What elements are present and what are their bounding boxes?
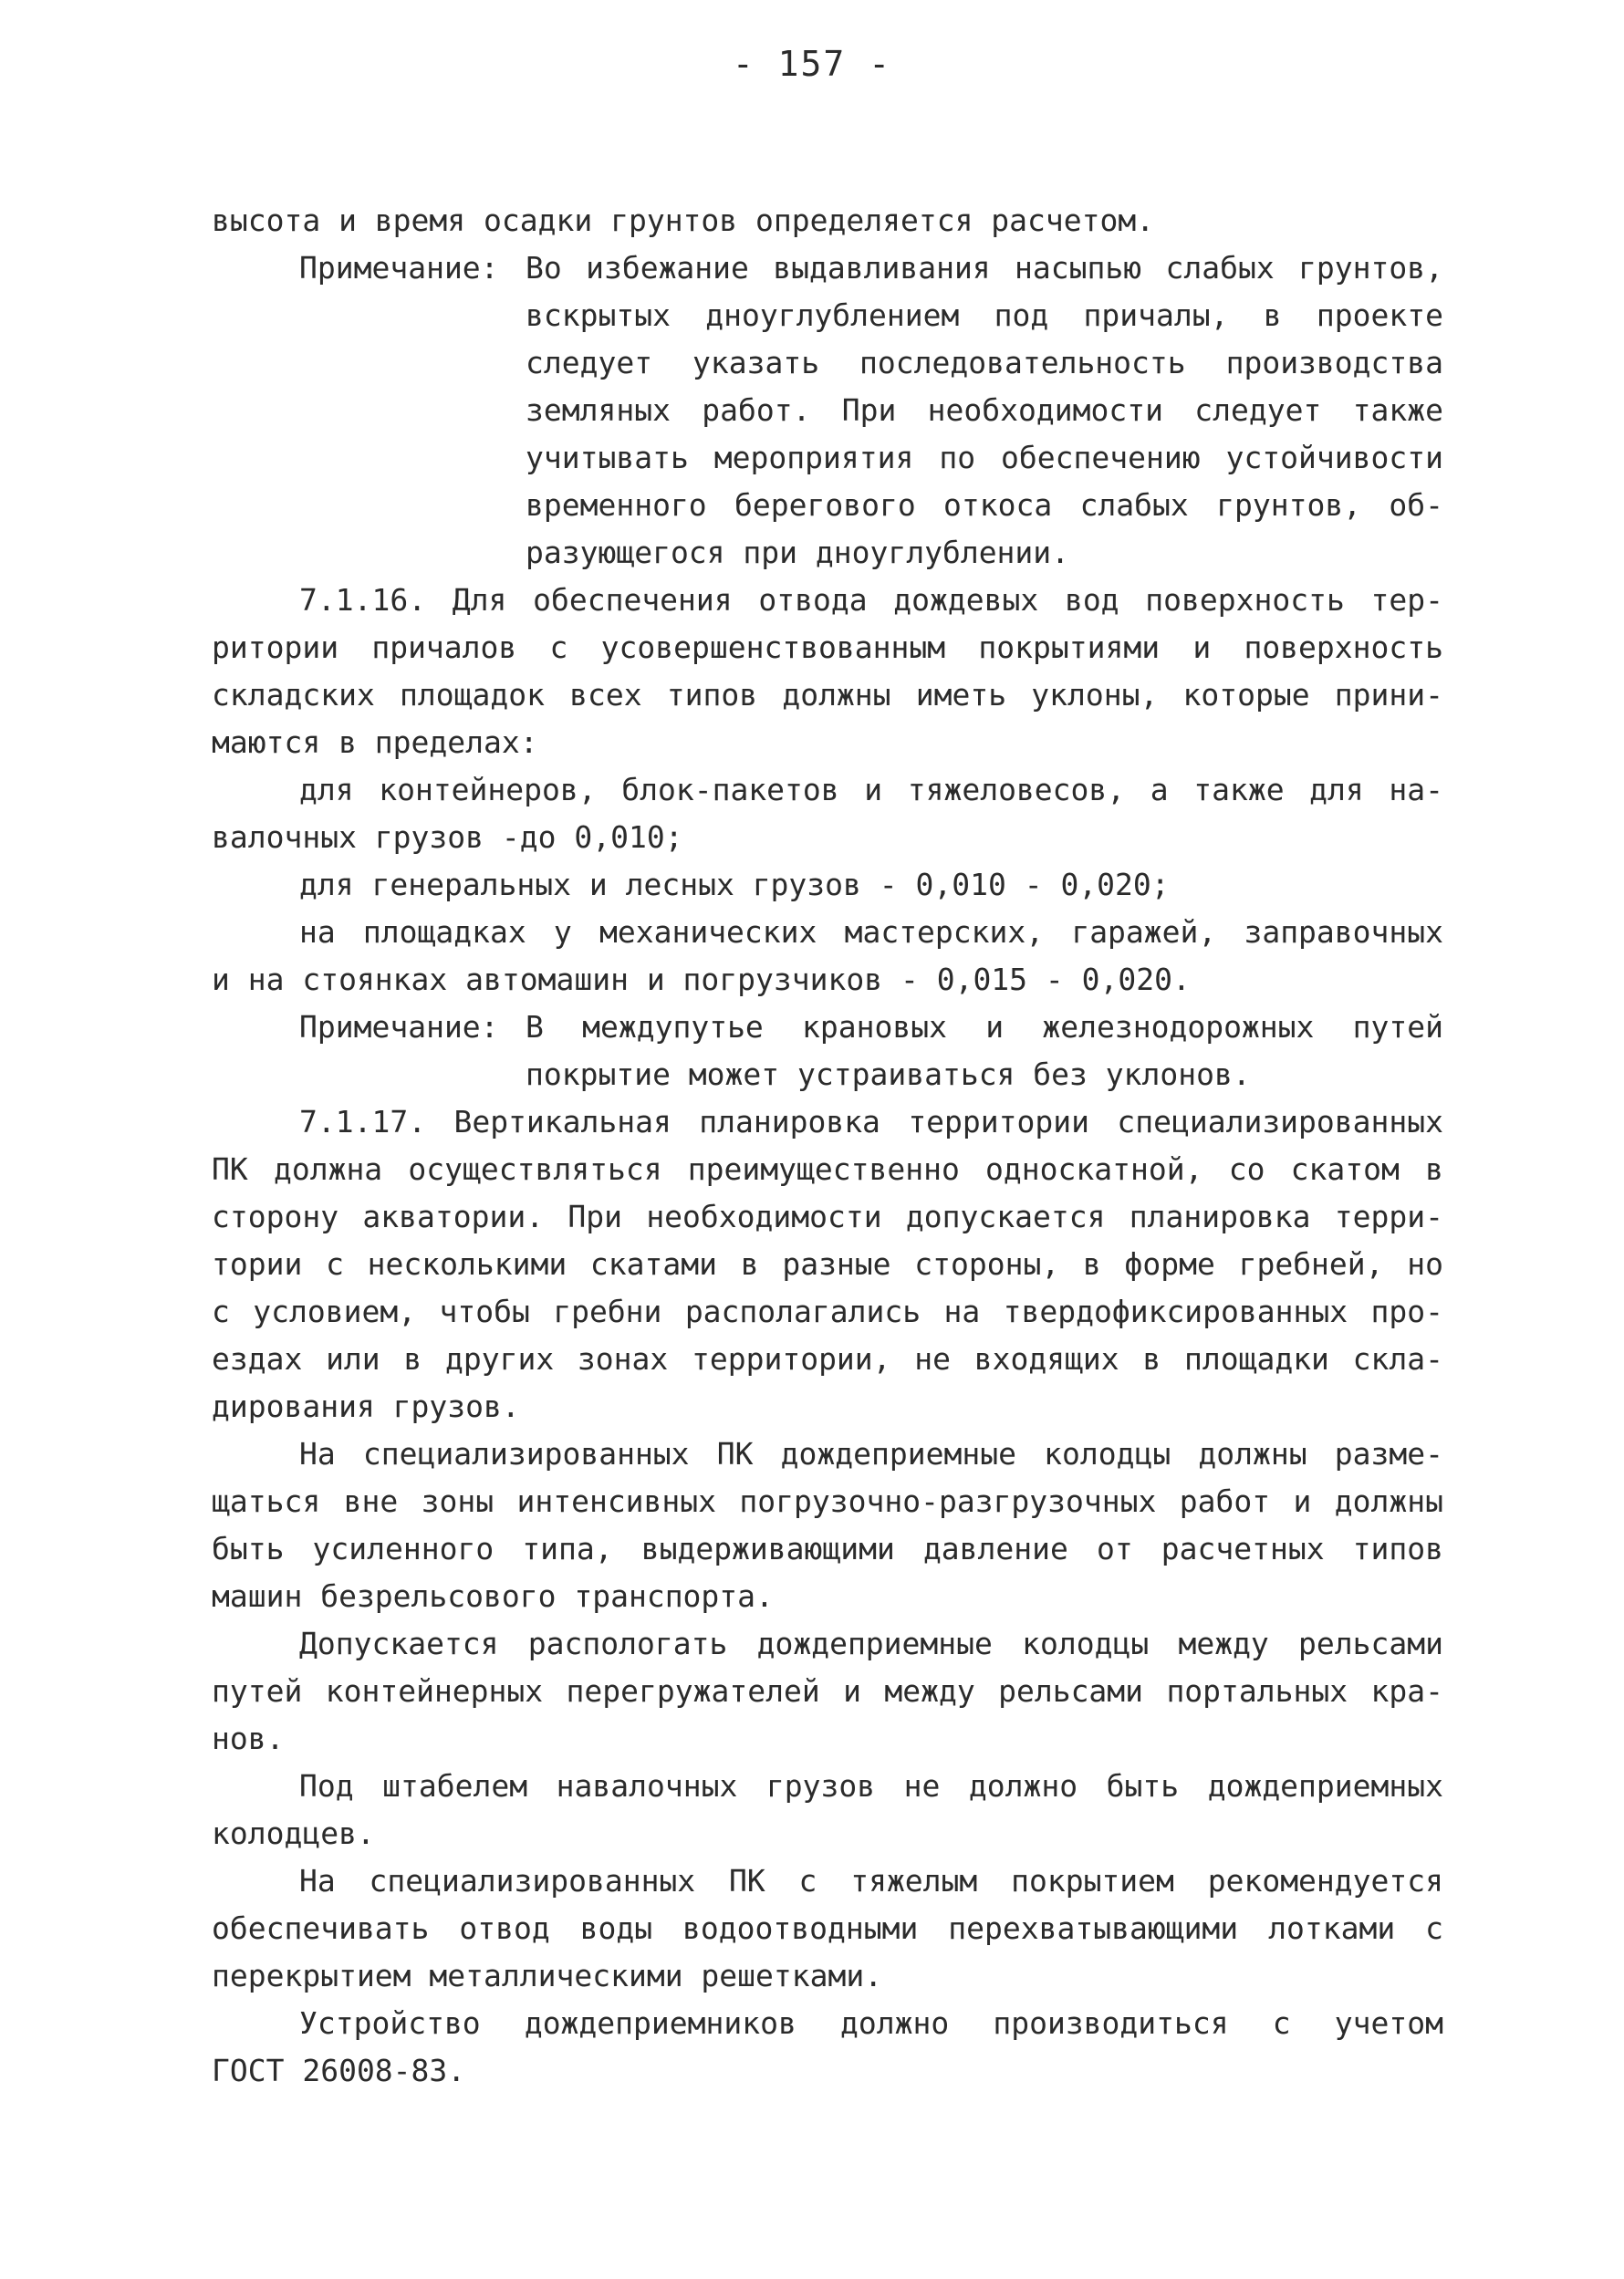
- text-line: ездах или в других зонах территории, не входящих в площадки скла-: [212, 1341, 1443, 1377]
- text-line: временного берегового откоса слабых грунтов, об-: [526, 487, 1443, 523]
- text-line: маются в пределах:: [212, 724, 538, 760]
- note-2: [212, 1004, 1443, 1051]
- text-line: В междупутье крановых и железнодорожных путей: [526, 1009, 1443, 1045]
- text-line: складских площадок всех типов должны иметь уклоны, которые прини-: [212, 677, 1443, 713]
- text-line: щаться вне зоны интенсивных погрузочно-разгрузочных работ и должны: [212, 1483, 1443, 1519]
- text-line: ритории причалов с усовершенствованным покрытиями и поверхность: [212, 630, 1443, 665]
- text-line: для генеральных и лесных грузов - 0,010 - 0,020;: [299, 867, 1170, 902]
- text-line: учитывать мероприятия по обеспечению устойчивости: [526, 440, 1443, 475]
- note-1: [212, 245, 1443, 292]
- text-line: путей контейнерных перегружателей и между рельсами портальных кра-: [212, 1673, 1443, 1709]
- text-line: На специализированных ПК с тяжелым покрытием рекомендуется: [299, 1863, 1443, 1899]
- text-line: покрытие может устраиваться без уклонов.: [526, 1056, 1251, 1092]
- text-line: дирования грузов.: [212, 1389, 520, 1424]
- text-line: быть усиленного типа, выдерживающими давление от расчетных типов: [212, 1531, 1443, 1566]
- text-line: на площадках у механических мастерских, гаражей, заправочных: [299, 914, 1443, 950]
- note-label: Примечание:: [299, 1009, 499, 1045]
- text-line: высота и время осадки грунтов определяется расчетом.: [212, 203, 1155, 238]
- text-line: машин безрельсового транспорта.: [212, 1578, 774, 1614]
- text-line: тории с несколькими скатами в разные стороны, в форме гребней, но: [212, 1246, 1443, 1282]
- page-number: - 157 -: [732, 44, 892, 84]
- text-line: На специализированных ПК дождеприемные колодцы должны разме-: [299, 1436, 1443, 1472]
- document-body: [212, 197, 1443, 2095]
- text-line: нов.: [212, 1721, 285, 1756]
- text-line: земляных работ. При необходимости следует также: [526, 392, 1443, 428]
- text-line: с условием, чтобы гребни располагались на твердофиксированных про-: [212, 1294, 1443, 1329]
- text-line: Под штабелем навалочных грузов не должно быть дождеприемных: [299, 1768, 1443, 1804]
- text-line: ПК должна осуществляться преимущественно односкатной, со скатом в: [212, 1151, 1443, 1187]
- text-line: обеспечивать отвод воды водоотводными перехватывающими лотками с: [212, 1910, 1443, 1946]
- text-line: следует указать последовательность производства: [526, 345, 1443, 380]
- text-line: для контейнеров, блок-пакетов и тяжеловесов, а также для на-: [299, 772, 1443, 807]
- text-line: вскрытых дноуглублением под причалы, в проекте: [526, 297, 1443, 333]
- text-line: колодцев.: [212, 1816, 375, 1851]
- text-line: сторону акватории. При необходимости допускается планировка терри-: [212, 1199, 1443, 1234]
- text-line: Во избежание выдавливания насыпью слабых грунтов,: [526, 250, 1443, 286]
- text-line: разующегося при дноуглублении.: [526, 535, 1070, 570]
- text-line: Допускается распологать дождеприемные колодцы между рельсами: [299, 1626, 1443, 1661]
- section-7-1-16: 7.1.16. Для обеспечения отвода дождевых вод поверхность тер-: [299, 582, 1443, 618]
- text-line: и на стоянках автомашин и погрузчиков - 0,015 - 0,020.: [212, 962, 1191, 997]
- section-7-1-17: 7.1.17. Вертикальная планировка территории специализированных: [299, 1104, 1443, 1140]
- text-line: Устройство дождеприемников должно производиться с учетом: [299, 2005, 1443, 2041]
- text-line: перекрытием металлическими решетками.: [212, 1958, 883, 1993]
- text-line: ГОСТ 26008-83.: [212, 2053, 466, 2088]
- text-line: валочных грузов -до 0,010;: [212, 819, 683, 855]
- note-label: Примечание:: [299, 250, 499, 286]
